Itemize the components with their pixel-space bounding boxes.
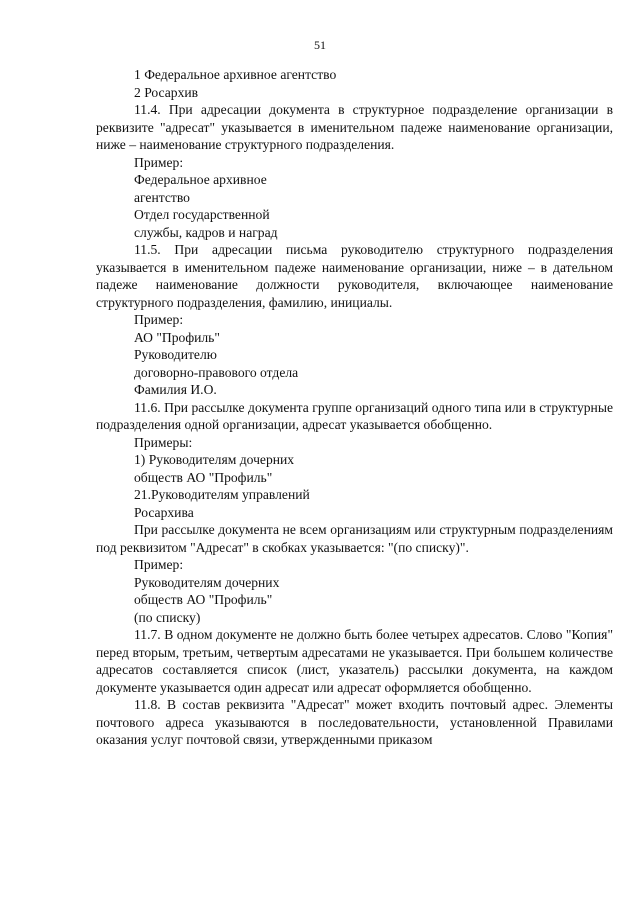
example-line: 21.Руководителям управлений: [134, 487, 310, 502]
example-line: Руководителям дочерних: [134, 574, 280, 590]
example-line: Руководителю: [134, 347, 217, 362]
example-label: Пример:: [134, 557, 184, 572]
example-line: Отдел государственной: [134, 207, 270, 222]
paragraph: 11.5. При адресации письма руководителю структурного подразделения указывается в именительном падеже наименование организации, ниже – в дательном падеже наименование должности руководителя, включающее наименование структурного подразделения, фамилию, инициалы.: [96, 242, 613, 310]
example-line: Росархива: [134, 504, 194, 520]
example-line: обществ АО "Профиль": [134, 592, 273, 607]
page-number: 51: [314, 38, 326, 52]
list-item: 2 Росархив: [134, 84, 199, 100]
paragraph: 11.8. В состав реквизита "Адресат" может входить почтовый адрес. Элементы почтового адреса указываются в последовательности, установленной Правилами оказания услуг почтовой связи, утвержденными приказом: [96, 697, 613, 747]
list-item: 1 Федеральное архивное агентство: [134, 67, 337, 82]
example-line: АО "Профиль": [134, 329, 220, 345]
example-line: (по списку): [134, 609, 201, 625]
paragraph: При рассылке документа не всем организациям или структурным подразделениям под реквизитом "Адресат" в скобках указывается: "(по списку)".: [96, 522, 613, 555]
paragraph: 11.6. При рассылке документа группе организаций одного типа или в структурные подразделения одной организации, адресат указывается обобщенно.: [96, 399, 613, 432]
example-label: Пример:: [134, 154, 184, 170]
paragraph: 11.4. При адресации документа в структурное подразделение организации в реквизите "адресат" указывается в именительном падеже наименование организации, ниже – наименование структурного подразделения.: [96, 102, 613, 152]
example-label: Пример:: [134, 312, 184, 327]
example-line: службы, кадров и наград: [134, 224, 278, 240]
example-label: Примеры:: [134, 434, 193, 450]
document-body: [96, 66, 613, 749]
example-line: договорно-правового отдела: [134, 364, 299, 380]
example-line: агентство: [134, 189, 190, 205]
example-line: Федеральное архивное: [134, 172, 267, 187]
example-line: 1) Руководителям дочерних: [134, 452, 295, 467]
paragraph: 11.7. В одном документе не должно быть более четырех адресатов. Слово "Копия" перед вторым, третьим, четвертым адресатами не указывается. При большем количестве адресатов составляется список (лист, указатель) рассылки документа, на каждом документе указывается один адресат или адресат оформляется обобщенно.: [96, 627, 613, 695]
example-line: Фамилия И.О.: [134, 382, 217, 397]
example-line: обществ АО "Профиль": [134, 469, 273, 485]
